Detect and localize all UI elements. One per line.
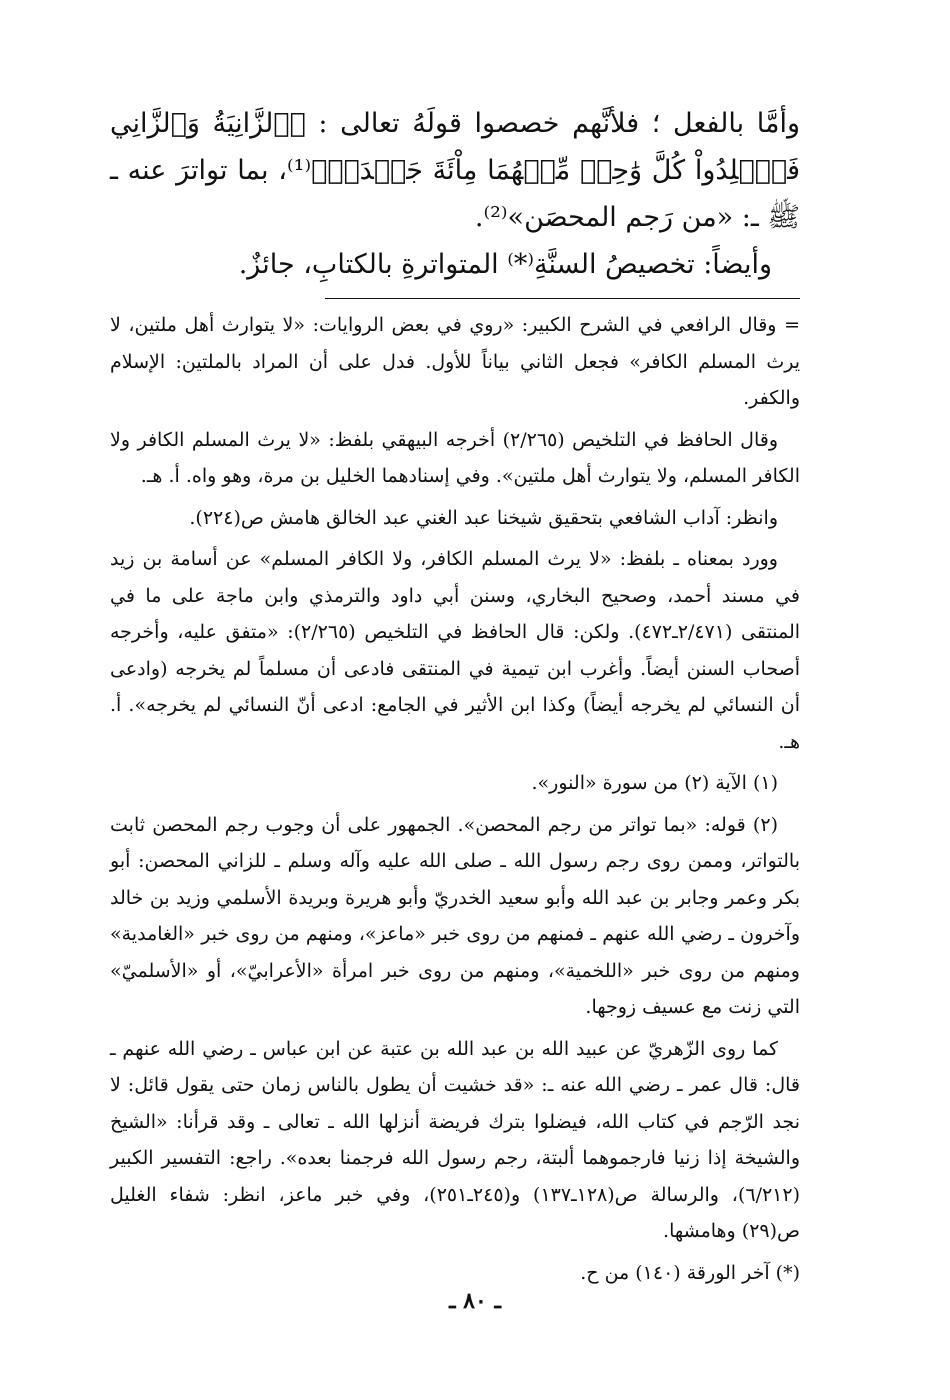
footnote-paragraph: وورد بمعناه ـ بلفظ: «لا يرث المسلم الكافر، ولا الكافر المسلم» عن أسامة بن زيد في مسند أحمد، وصحيح البخاري، وسنن أبي داود والترمذي وابن ماجة على ما في المنتقى (٢/٤٧١ـ٤٧٢). ولكن: قال الحافظ في التلخيص (٢/٢٦٥): «متفق عليه، وأخرجه أصحاب السنن أيضاً. وأغرب ابن تيمية في المنتقى فادعى أن مسلماً لم يخرجه (وادعى أن النسائي لم يخرجه أيضاً) وكذا ابن الأثير في الجامع: ادعى أنّ النسائي لم يخرجه». أ. هـ. — [110, 548, 801, 753]
footnote-paragraph: كما روى الزّهريّ عن عبيد الله بن عبد الله بن عتبة عن ابن عباس ـ رضي الله عنهم ـ قال: قال عمر ـ رضي الله عنه ـ: «قد خشيت أن يطول بالناس زمان حتى يقول قائل: لا نجد الرّجم في كتاب الله، فيضلوا بترك فريضة أنزلها الله ـ تعالى ـ وقد قرأنا: «الشيخ والشيخة إذا زنيا فارجموهما ألبتة، رجم رسول الله فرجمنا بعده». راجع: التفسير الكبير (٦/٢١٢)، والرسالة ص(١٢٨ـ١٣٧) و(٢٤٥ـ٢٥١)، وفي خبر ماعز، انظر: شفاء الغليل ص(٢٩) وهامشها. — [110, 1037, 801, 1242]
main-text — [110, 100, 800, 288]
footnote-paragraph: وقال الحافظ في التلخيص (٢/٢٦٥) أخرجه البيهقي بلفظ: «لا يرث المسلم الكافر ولا الكافر المسلم، ولا يتوارث أهل ملتين». وفي إسنادهما الخليل بن مرة، وهو واه. أ. هـ. — [110, 428, 800, 487]
footnote-paragraph: وانظر: آداب الشافعي بتحقيق شيخنا عبد الغني عبد الخالق هامش ص(٢٢٤). — [189, 506, 778, 529]
footnote-continuation: = وقال الرافعي في الشرح الكبير: «روي في بعض الروايات: «لا يتوارث أهل ملتين، لا يرث المسلم الكافر» فجعل الثاني بياناً للأول. فدل على أن المراد بالملتين: الإسلام والكفر. — [110, 314, 800, 409]
footnote-asterisk: (*) آخر الورقة (١٤٠) من ح. — [580, 1261, 800, 1284]
footnote-separator — [325, 298, 800, 299]
main-paragraph-1: وأمَّا بالفعل ؛ فلأنَّهم خصصوا قولَهُ تعالى : ﴿ٱلزَّانِيَةُ وَٱلزَّانِي فَٱجۡلِدُواْ كُلَّ وَٰحِدٖ مِّنۡهُمَا مِاْئَةَ جَلۡدَةٖ﴾⁽¹⁾، بما تواترَ عنه ـ ﷺ ـ: «من رَجم المحصَن»⁽²⁾. — [110, 108, 800, 233]
footnote-2: (٢) قوله: «بما تواتر من رجم المحصن». الجمهور على أن وجوب رجم المحصن ثابت بالتواتر، وممن روى رجم رسول الله ـ صلى الله عليه وآله وسلم ـ للزاني المحصن: أبو بكر وعمر وجابر بن عبد الله وأبو سعيد الخدريّ وأبو هريرة وبريدة الأسلمي وزيد بن خالد وآخرون ـ رضي الله عنهم ـ فمنهم من روى خبر «ماعز»، ومنهم من روى خبر «الغامدية» ومنهم من روى خبر «اللخمية»، ومنهم من روى خبر امرأة «الأعرابيّ»، أو «الأسلميّ» التي زنت مع عسيف زوجها. — [110, 813, 800, 1018]
footnote-1: (١) الآية (٢) من سورة «النور». — [531, 772, 778, 794]
footnotes — [110, 307, 800, 1291]
page-number: ـ ٨٠ ـ — [449, 1288, 501, 1314]
page-content — [110, 100, 800, 1296]
main-paragraph-2: وأيضاً: تخصيصُ السنَّةِ⁽*⁾ المتواترةِ بالكتابِ، جائزٌ. — [238, 249, 772, 280]
